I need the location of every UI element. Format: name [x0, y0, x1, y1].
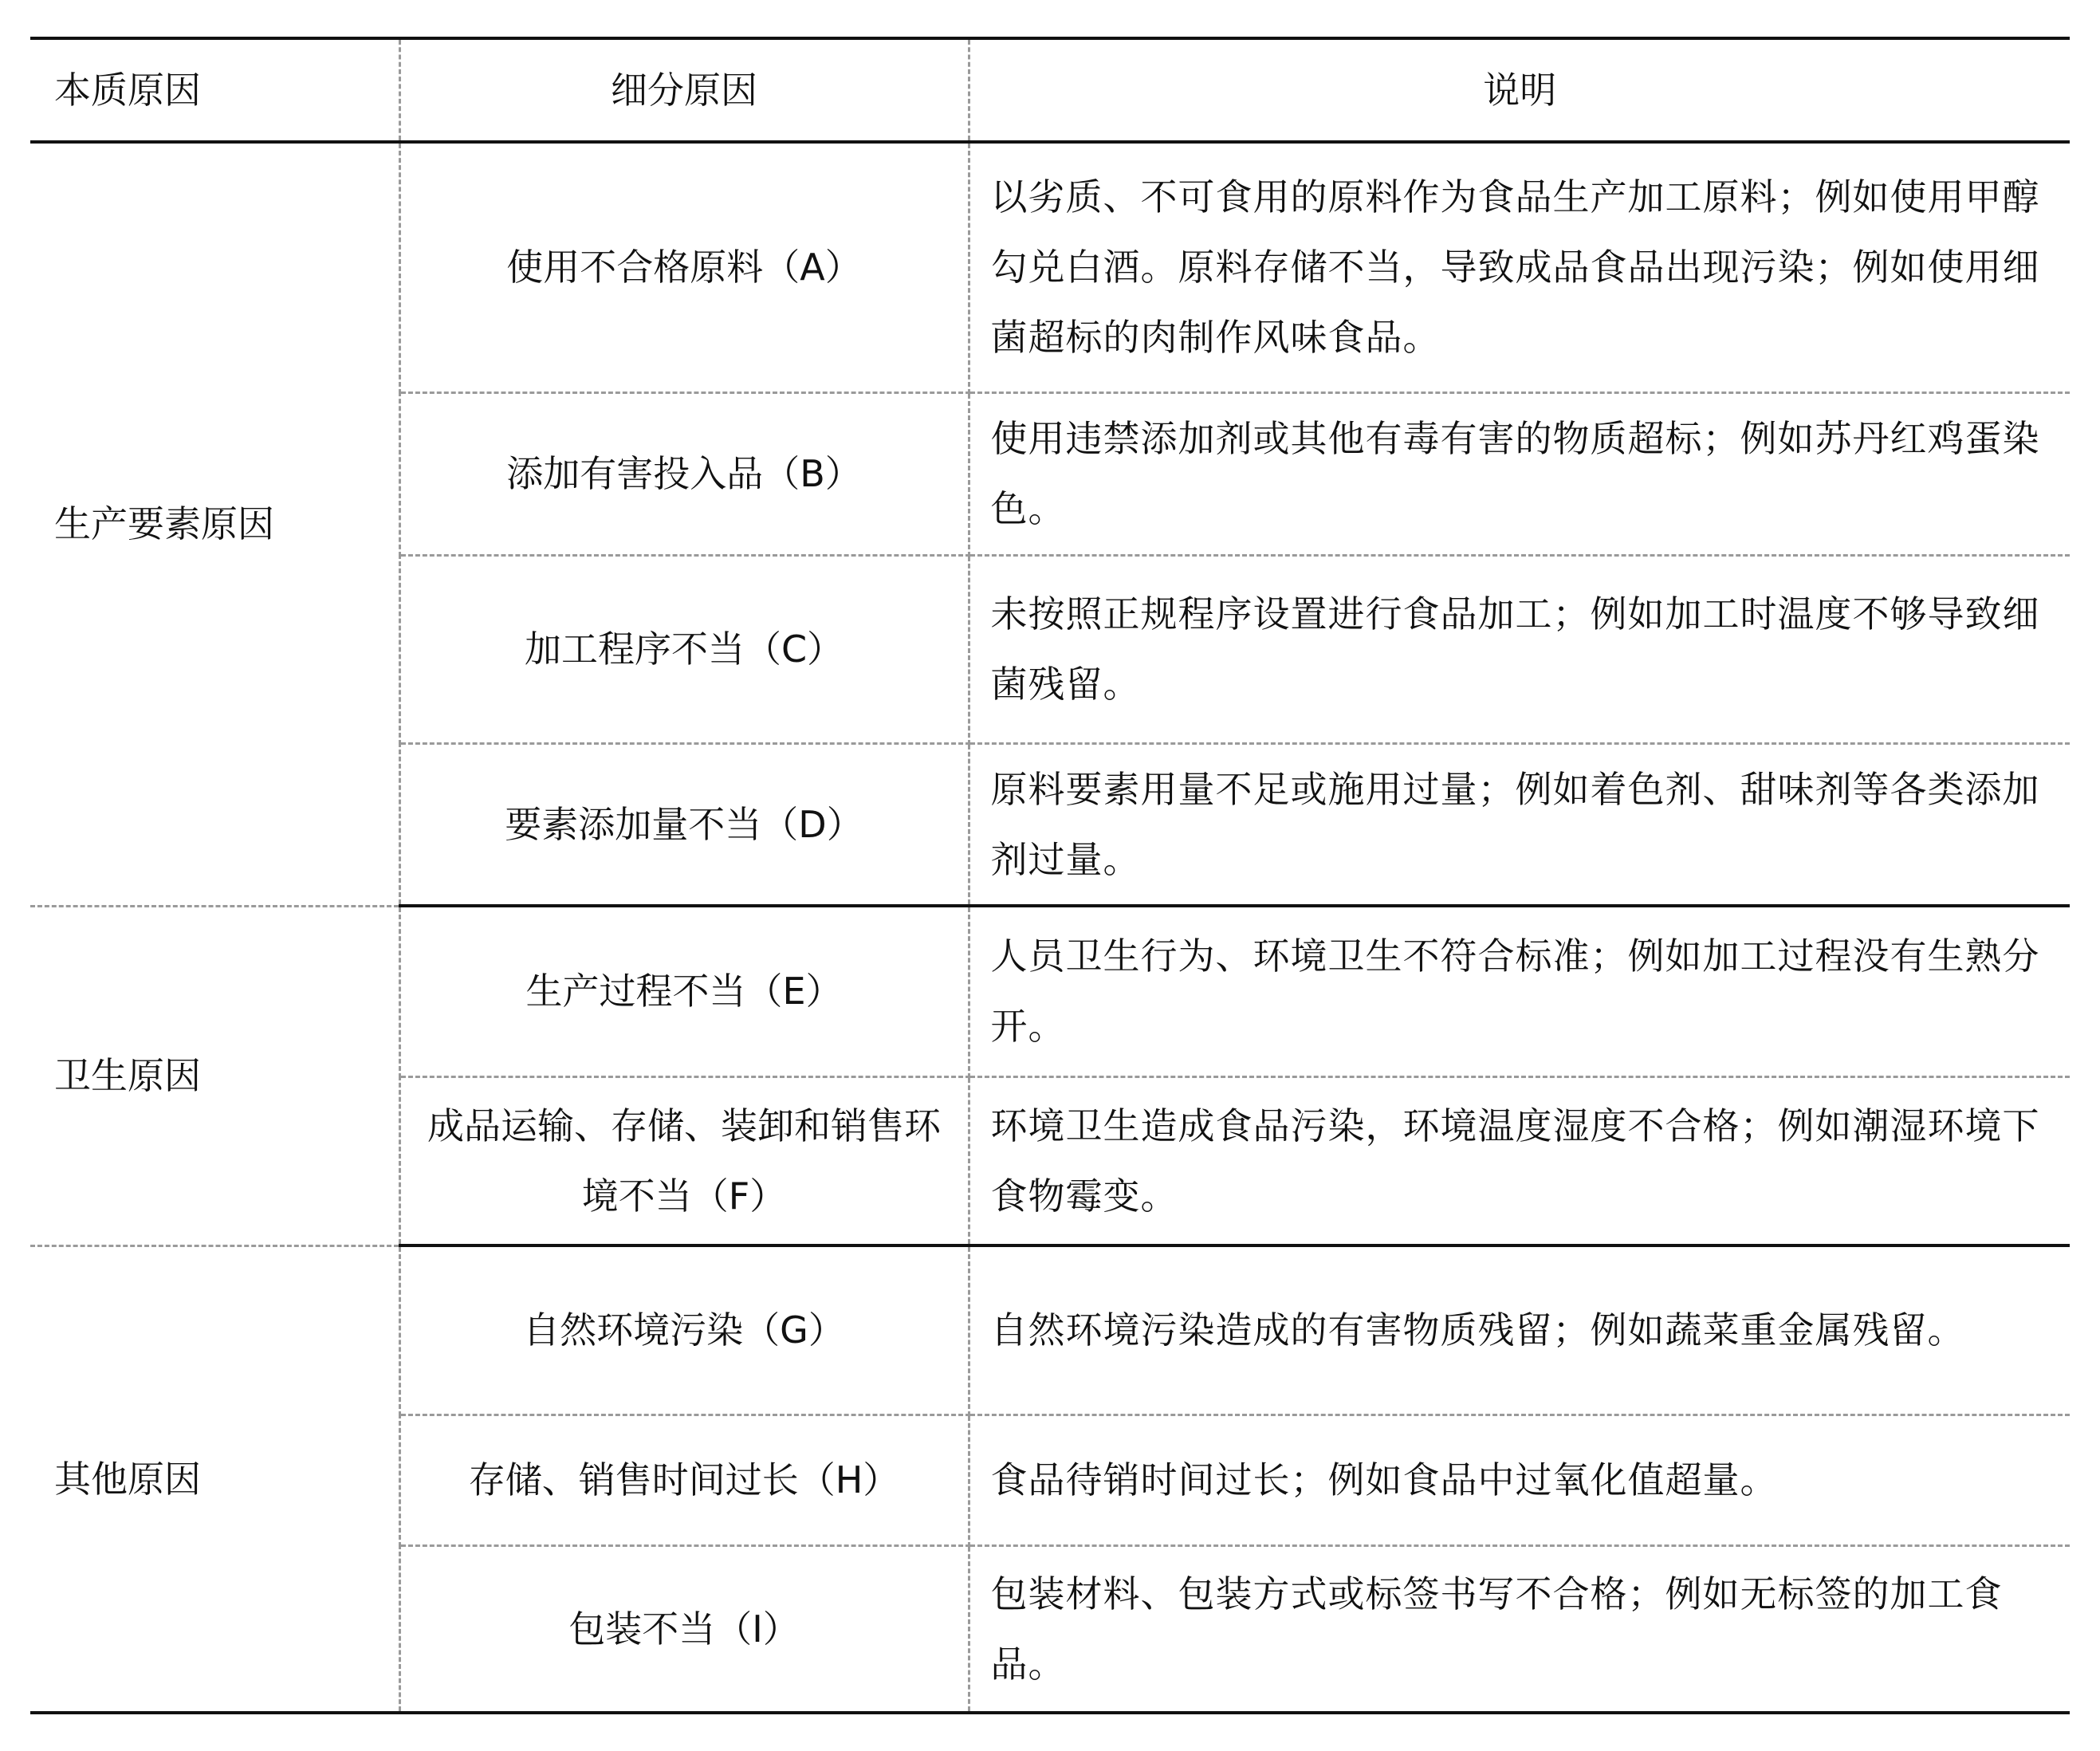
explanation-cell: 食品待销时间过长；例如食品中过氧化值超量。 [969, 1415, 2070, 1545]
header-detailed-cause: 细分原因 [399, 38, 969, 142]
explanation-cell: 自然环境污染造成的有害物质残留；例如蔬菜重金属残留。 [969, 1245, 2070, 1415]
table-row [30, 1245, 2070, 1415]
category-other: 其他原因 [30, 1245, 399, 1713]
explanation-cell: 未按照正规程序设置进行食品加工；例如加工时温度不够导致细菌残留。 [969, 555, 2070, 743]
explanation-cell: 包装材料、包装方式或标签书写不合格；例如无标签的加工食品。 [969, 1545, 2070, 1713]
subcause-cell: 成品运输、存储、装卸和销售环境不当（F） [399, 1076, 969, 1245]
cause-table-container [30, 37, 2070, 1714]
subcause-cell: 添加有害投入品（B） [399, 392, 969, 555]
category-production-factors: 生产要素原因 [30, 142, 399, 906]
food-safety-cause-table [30, 37, 2070, 1714]
header-essential-cause: 本质原因 [30, 38, 399, 142]
table-header-row [30, 38, 2070, 142]
explanation-cell: 使用违禁添加剂或其他有毒有害的物质超标；例如苏丹红鸡蛋染色。 [969, 392, 2070, 555]
explanation-cell: 人员卫生行为、环境卫生不符合标准；例如加工过程没有生熟分开。 [969, 906, 2070, 1076]
subcause-cell: 生产过程不当（E） [399, 906, 969, 1076]
subcause-cell: 存储、销售时间过长（H） [399, 1415, 969, 1545]
subcause-cell: 包装不当（I） [399, 1545, 969, 1713]
explanation-cell: 以劣质、不可食用的原料作为食品生产加工原料；例如使用甲醇勾兑白酒。原料存储不当，导致成品食品出现污染；例如使用细菌超标的肉制作风味食品。 [969, 142, 2070, 392]
subcause-cell: 要素添加量不当（D） [399, 743, 969, 906]
table-row [30, 906, 2070, 1076]
table-row [30, 142, 2070, 392]
subcause-cell: 自然环境污染（G） [399, 1245, 969, 1415]
subcause-cell: 加工程序不当（C） [399, 555, 969, 743]
explanation-cell: 原料要素用量不足或施用过量；例如着色剂、甜味剂等各类添加剂过量。 [969, 743, 2070, 906]
header-explanation: 说明 [969, 38, 2070, 142]
explanation-cell: 环境卫生造成食品污染，环境温度湿度不合格；例如潮湿环境下食物霉变。 [969, 1076, 2070, 1245]
category-hygiene: 卫生原因 [30, 906, 399, 1245]
subcause-cell: 使用不合格原料（A） [399, 142, 969, 392]
